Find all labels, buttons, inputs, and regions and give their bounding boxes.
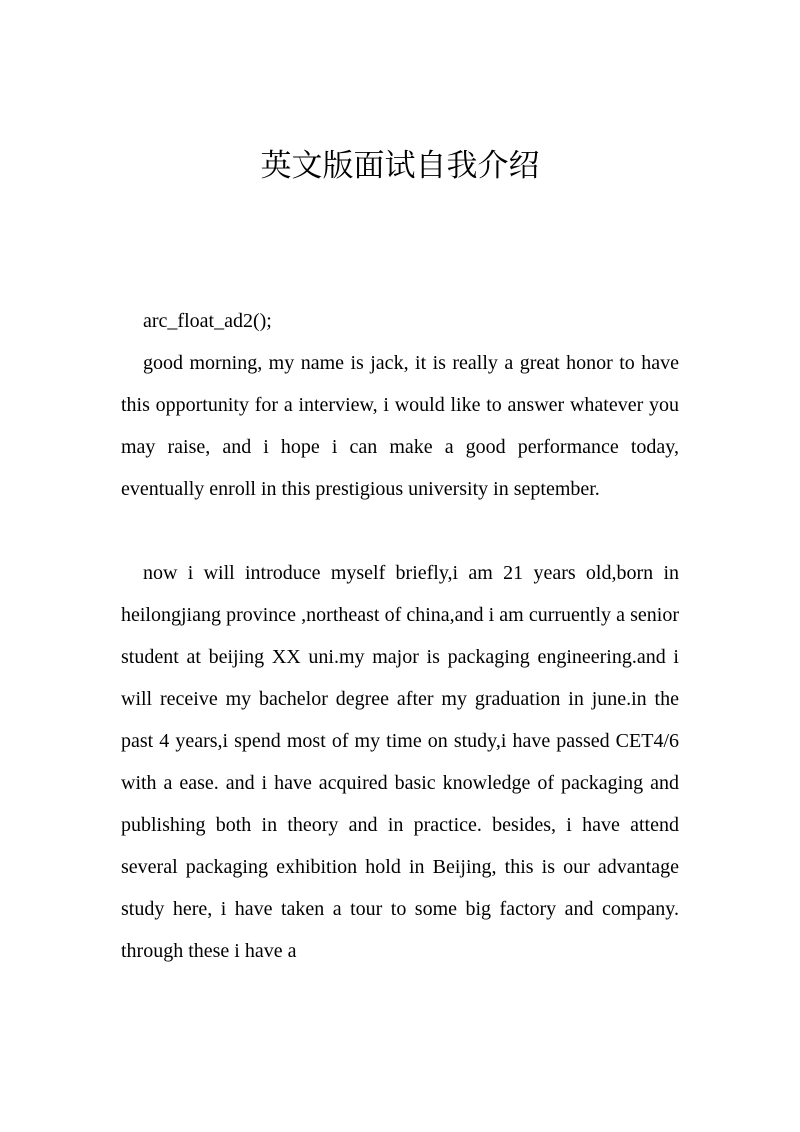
document-body — [121, 300, 679, 972]
paragraph-introduction: now i will introduce myself briefly,i am 21 years old,born in heilongjiang province ,northeast of china,and i am curruently a senior student at beijing XX uni.my major is packaging engineering.and i will receive my bachelor degree after my graduation in june.in the past 4 years,i spend most of my time on study,i have passed CET4/6 with a ease. and i have acquired basic knowledge of packaging and publishing both in theory and in practice. besides, i have attend several packaging exhibition hold in Beijing, this is our advantage study here, i have taken a tour to some big factory and company. through these i have a — [121, 562, 679, 962]
document-title: 英文版面试自我介绍 — [260, 148, 540, 184]
paragraph-code-snippet: arc_float_ad2(); — [143, 310, 272, 332]
paragraph-greeting: good morning, my name is jack, it is really a great honor to have this opportunity for a interview, i would like to answer whatever you may raise, and i hope i can make a good performance today, eventually enroll in this prestigious university in september. — [121, 352, 679, 500]
